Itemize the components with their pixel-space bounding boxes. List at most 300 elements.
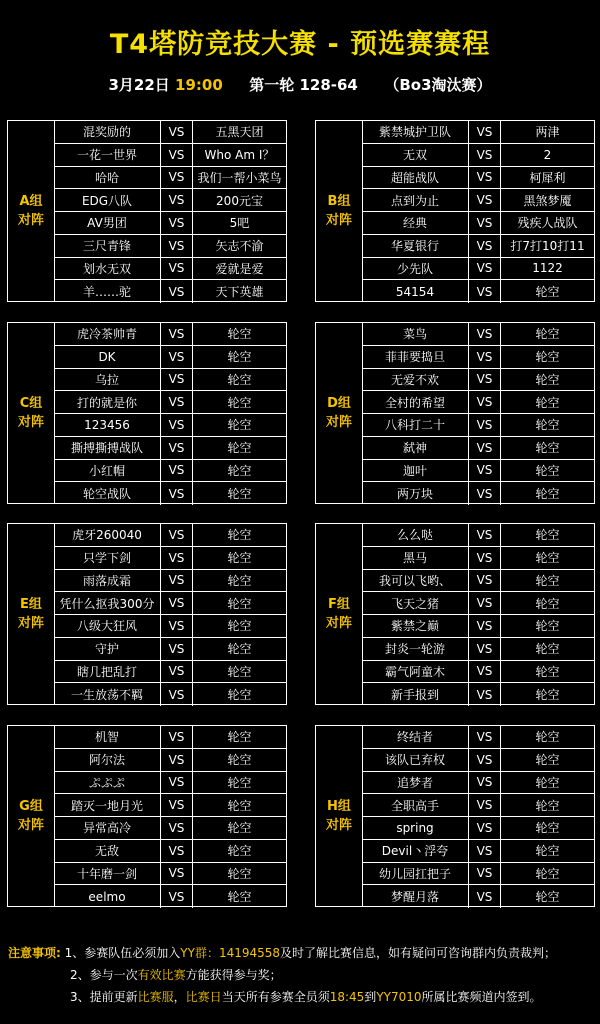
vs-label: VS [161,235,193,257]
team-away: 5吧 [229,216,250,231]
vs-label: VS [161,772,193,794]
match-row [54,391,286,414]
team-away: 轮空 [227,551,252,566]
team-away: 轮空 [535,573,560,588]
group-name: E组 [20,597,42,612]
match-row [362,391,594,414]
match-row [54,323,286,346]
team-home: 撕搏撕搏战队 [54,437,161,459]
team-away: 轮空 [535,730,560,745]
vs-label: VS [161,547,193,569]
team-home: 54154 [362,280,469,303]
match-row [54,437,286,460]
group-label [316,323,363,503]
match-row [362,661,594,684]
team-home: 无敌 [54,840,161,862]
group-d-table [315,322,595,504]
match-row [54,592,286,615]
group-subtitle: 对阵 [325,616,352,631]
team-away: 轮空 [535,619,560,634]
team-away: 轮空 [227,487,252,502]
team-home: DK [54,346,161,368]
vs-label: VS [161,189,193,211]
match-row [362,524,594,547]
team-home: 紫禁城护卫队 [362,121,469,143]
group-subtitle: 对阵 [17,213,44,228]
team-away: 轮空 [227,730,252,745]
match-row [54,817,286,840]
group-a-table [7,120,287,302]
team-away: 轮空 [227,821,252,836]
team-home: 哈哈 [54,167,161,189]
match-row [362,683,594,706]
team-home: 全职高手 [362,794,469,816]
team-home: 霸气阿童木 [362,661,469,683]
team-home: 八级大狂风 [54,615,161,637]
team-away: 轮空 [227,372,252,387]
match-row [54,235,286,258]
team-away: 我们一帮小菜鸟 [197,170,282,185]
vs-label: VS [469,258,501,280]
vs-label: VS [161,638,193,660]
vs-label: VS [161,391,193,413]
group-h-table [315,725,595,907]
team-home: 两万块 [362,482,469,505]
vs-label: VS [469,167,501,189]
vs-label: VS [161,346,193,368]
team-home: 阿尔法 [54,749,161,771]
match-row [362,885,594,908]
match-row [362,817,594,840]
match-row [362,437,594,460]
group-c-table [7,322,287,504]
group-label [8,323,55,503]
team-home: 超能战队 [362,167,469,189]
team-away: 轮空 [227,596,252,611]
vs-label: VS [161,570,193,592]
round-info: 第一轮 128-64 [249,76,358,94]
team-home: 凭什么抠我300分 [54,592,161,614]
team-home: 全村的希望 [362,391,469,413]
vs-label: VS [469,840,501,862]
vs-label: VS [469,547,501,569]
team-away: 轮空 [227,753,252,768]
team-home: 划水无双 [54,258,161,280]
team-home: 无双 [362,144,469,166]
vs-label: VS [469,726,501,748]
vs-label: VS [469,817,501,839]
vs-label: VS [469,482,501,505]
match-row [54,749,286,772]
match-row [362,189,594,212]
team-away: 爱就是爱 [215,261,264,276]
team-home: 十年磨一剑 [54,863,161,885]
team-away: 轮空 [535,441,560,456]
team-away: 轮空 [227,528,252,543]
team-away: 轮空 [535,528,560,543]
vs-label: VS [469,323,501,345]
vs-label: VS [469,524,501,546]
team-away: 轮空 [227,775,252,790]
team-home: 少先队 [362,258,469,280]
team-away: 轮空 [227,664,252,679]
team-away: 轮空 [227,890,252,905]
vs-label: VS [161,615,193,637]
vs-label: VS [161,460,193,482]
match-row [54,570,286,593]
note-line-2: 2、参与一次有效比赛方能获得参与奖； [70,968,282,982]
vs-label: VS [469,794,501,816]
team-away: 轮空 [535,463,560,478]
team-home: EDG八队 [54,189,161,211]
vs-label: VS [161,726,193,748]
vs-label: VS [469,414,501,436]
team-away: 轮空 [535,327,560,342]
team-home: 迦叶 [362,460,469,482]
vs-label: VS [161,414,193,436]
group-f-table [315,523,595,705]
match-format: （Bo3淘汰赛） [384,76,492,94]
match-time: 19:00 [175,76,223,94]
team-away: 打7打10打11 [510,239,585,254]
vs-label: VS [161,167,193,189]
team-home: 守护 [54,638,161,660]
schedule-subtitle [0,74,600,95]
team-home: Devil丶浮夸 [362,840,469,862]
yy-group-number: YY群：14194558 [180,946,281,960]
vs-label: VS [161,258,193,280]
vs-label: VS [161,794,193,816]
match-row [362,346,594,369]
match-row [54,482,286,505]
vs-label: VS [161,212,193,234]
team-home: 梦醒月落 [362,885,469,908]
vs-label: VS [161,817,193,839]
team-home: 虎冷茶帅青 [54,323,161,345]
match-date: 3月22日 [108,76,170,94]
team-home: ぷぷぷ [54,772,161,794]
match-row [54,144,286,167]
group-subtitle: 对阵 [325,818,352,833]
vs-label: VS [161,661,193,683]
team-away: 柯犀利 [529,170,566,185]
vs-label: VS [161,121,193,143]
team-away: 轮空 [535,866,560,881]
match-row [362,726,594,749]
vs-label: VS [469,615,501,637]
group-subtitle: 对阵 [325,415,352,430]
team-away: 2 [543,147,552,162]
team-home: 123456 [54,414,161,436]
team-home: AV男团 [54,212,161,234]
team-away: 轮空 [535,775,560,790]
team-home: 只学下剑 [54,547,161,569]
team-away: 轮空 [535,688,560,703]
team-home: 点到为止 [362,189,469,211]
group-name: H组 [327,799,351,814]
vs-label: VS [161,683,193,706]
vs-label: VS [161,482,193,505]
team-away: 轮空 [535,285,560,300]
team-home: eelmo [54,885,161,908]
team-away: 轮空 [535,395,560,410]
team-away: 五黑天团 [215,125,264,140]
match-row [54,794,286,817]
vs-label: VS [469,391,501,413]
match-row [362,167,594,190]
vs-label: VS [161,840,193,862]
group-label [8,524,55,704]
match-row [362,570,594,593]
match-row [362,482,594,505]
match-row [362,212,594,235]
team-home: 弑神 [362,437,469,459]
group-name: F组 [328,597,350,612]
vs-label: VS [469,592,501,614]
match-row [54,460,286,483]
vs-label: VS [469,121,501,143]
group-name: A组 [19,194,43,209]
vs-label: VS [469,280,501,303]
group-name: D组 [327,396,351,411]
match-row [362,258,594,281]
team-home: 乌拉 [54,369,161,391]
team-away: 轮空 [535,753,560,768]
match-row [362,144,594,167]
team-away: 轮空 [535,890,560,905]
group-subtitle: 对阵 [17,415,44,430]
team-home: 终结者 [362,726,469,748]
match-row [54,369,286,392]
match-row [362,615,594,638]
team-away: 轮空 [535,821,560,836]
team-home: 无爱不欢 [362,369,469,391]
vs-label: VS [469,437,501,459]
match-row [362,235,594,258]
team-away: 轮空 [227,844,252,859]
match-row [54,346,286,369]
group-label [316,121,363,301]
vs-label: VS [161,749,193,771]
match-row [54,189,286,212]
team-away: Who Am I？ [204,148,275,163]
group-subtitle: 对阵 [17,818,44,833]
match-row [362,638,594,661]
team-home: 雨落成霜 [54,570,161,592]
team-away: 轮空 [227,642,252,657]
team-away: 轮空 [227,688,252,703]
match-row [54,212,286,235]
team-away: 1122 [532,261,563,276]
group-label [8,121,55,301]
match-row [54,638,286,661]
vs-label: VS [161,437,193,459]
team-home: 瞎几把乱打 [54,661,161,683]
match-row [54,863,286,886]
team-away: 轮空 [227,327,252,342]
team-home: 羊……驼 [54,280,161,303]
match-row [54,121,286,144]
vs-label: VS [469,749,501,771]
match-row [362,460,594,483]
team-home: 虎牙260040 [54,524,161,546]
team-away: 轮空 [535,372,560,387]
team-home: 打的就是你 [54,391,161,413]
group-b-table [315,120,595,302]
team-home: 八科打二十 [362,414,469,436]
team-away: 矢志不渝 [215,239,264,254]
team-away: 黑煞梦魇 [523,193,572,208]
team-home: spring [362,817,469,839]
match-row [54,615,286,638]
team-away: 轮空 [535,596,560,611]
group-name: G组 [19,799,43,814]
vs-label: VS [469,189,501,211]
vs-label: VS [469,369,501,391]
team-home: 机智 [54,726,161,748]
vs-label: VS [469,863,501,885]
team-away: 轮空 [227,463,252,478]
group-subtitle: 对阵 [17,616,44,631]
team-away: 轮空 [227,798,252,813]
vs-label: VS [469,460,501,482]
match-row [54,772,286,795]
team-home: 追梦者 [362,772,469,794]
team-home: 封炎一轮游 [362,638,469,660]
vs-label: VS [161,592,193,614]
vs-label: VS [161,885,193,908]
team-away: 两津 [535,125,560,140]
vs-label: VS [469,885,501,908]
team-away: 轮空 [227,619,252,634]
team-home: 新手报到 [362,683,469,706]
team-away: 残疾人战队 [517,216,578,231]
match-row [54,840,286,863]
group-g-table [7,725,287,907]
match-row [54,414,286,437]
match-row [54,524,286,547]
team-away: 轮空 [227,395,252,410]
note-line-3: 3、提前更新比赛服，比赛日当天所有参赛全员须18:45到YY7010所属比赛频道内签到。 [70,990,542,1004]
match-row [54,258,286,281]
match-row [54,726,286,749]
group-subtitle: 对阵 [325,213,352,228]
vs-label: VS [469,212,501,234]
team-away: 轮空 [227,573,252,588]
match-row [54,661,286,684]
team-away: 轮空 [535,798,560,813]
yy-channel: YY7010 [376,990,422,1004]
team-home: 我可以飞哟、 [362,570,469,592]
notes-section [8,942,598,1008]
team-home: 紫禁之巅 [362,615,469,637]
note-line-1: 注意事项: 1、参赛队伍必须加入YY群：14194558及时了解比赛信息，如有疑问可咨询群内负责裁判； [8,946,557,960]
team-home: 一生放荡不羁 [54,683,161,706]
team-home: 一花一世界 [54,144,161,166]
team-away: 天下英雄 [215,285,264,300]
match-row [362,592,594,615]
page-title: T4塔防竞技大赛 - 预选赛赛程 [109,29,491,60]
team-away: 轮空 [535,844,560,859]
vs-label: VS [469,661,501,683]
team-home: 华夏银行 [362,235,469,257]
match-row [362,323,594,346]
vs-label: VS [469,235,501,257]
match-row [362,794,594,817]
team-away: 轮空 [227,350,252,365]
team-home: 该队已弃权 [362,749,469,771]
match-row [54,280,286,303]
team-home: 菜鸟 [362,323,469,345]
team-home: 飞天之猪 [362,592,469,614]
match-row [54,167,286,190]
team-home: 黑马 [362,547,469,569]
match-row [362,121,594,144]
match-row [362,863,594,886]
team-home: 混奖励的 [54,121,161,143]
team-away: 轮空 [227,418,252,433]
group-label [316,524,363,704]
vs-label: VS [161,863,193,885]
team-away: 轮空 [535,487,560,502]
vs-label: VS [469,638,501,660]
vs-label: VS [161,144,193,166]
vs-label: VS [161,524,193,546]
team-home: 三尺青锋 [54,235,161,257]
team-home: 小红帽 [54,460,161,482]
match-row [54,683,286,706]
team-away: 200元宝 [216,193,263,208]
match-row [362,749,594,772]
team-away: 轮空 [227,441,252,456]
group-name: C组 [19,396,43,411]
team-away: 轮空 [535,664,560,679]
vs-label: VS [161,369,193,391]
notes-label: 注意事项: [8,946,61,960]
team-away: 轮空 [227,866,252,881]
vs-label: VS [469,346,501,368]
match-row [54,547,286,570]
vs-label: VS [161,323,193,345]
vs-label: VS [469,772,501,794]
team-home: 幼儿园扛把子 [362,863,469,885]
team-home: 异常高冷 [54,817,161,839]
vs-label: VS [469,683,501,706]
team-home: 菲菲要捣旦 [362,346,469,368]
match-row [362,369,594,392]
vs-label: VS [161,280,193,303]
group-label [316,726,363,906]
match-row [362,280,594,303]
team-away: 轮空 [535,642,560,657]
team-home: 踏灭一地月光 [54,794,161,816]
group-e-table [7,523,287,705]
team-home: 么么哒 [362,524,469,546]
team-home: 轮空战队 [54,482,161,505]
vs-label: VS [469,144,501,166]
team-away: 轮空 [535,418,560,433]
team-home: 经典 [362,212,469,234]
match-row [362,414,594,437]
match-row [362,840,594,863]
group-name: B组 [327,194,351,209]
team-away: 轮空 [535,350,560,365]
match-row [362,547,594,570]
team-away: 轮空 [535,551,560,566]
match-row [362,772,594,795]
group-label [8,726,55,906]
match-row [54,885,286,908]
